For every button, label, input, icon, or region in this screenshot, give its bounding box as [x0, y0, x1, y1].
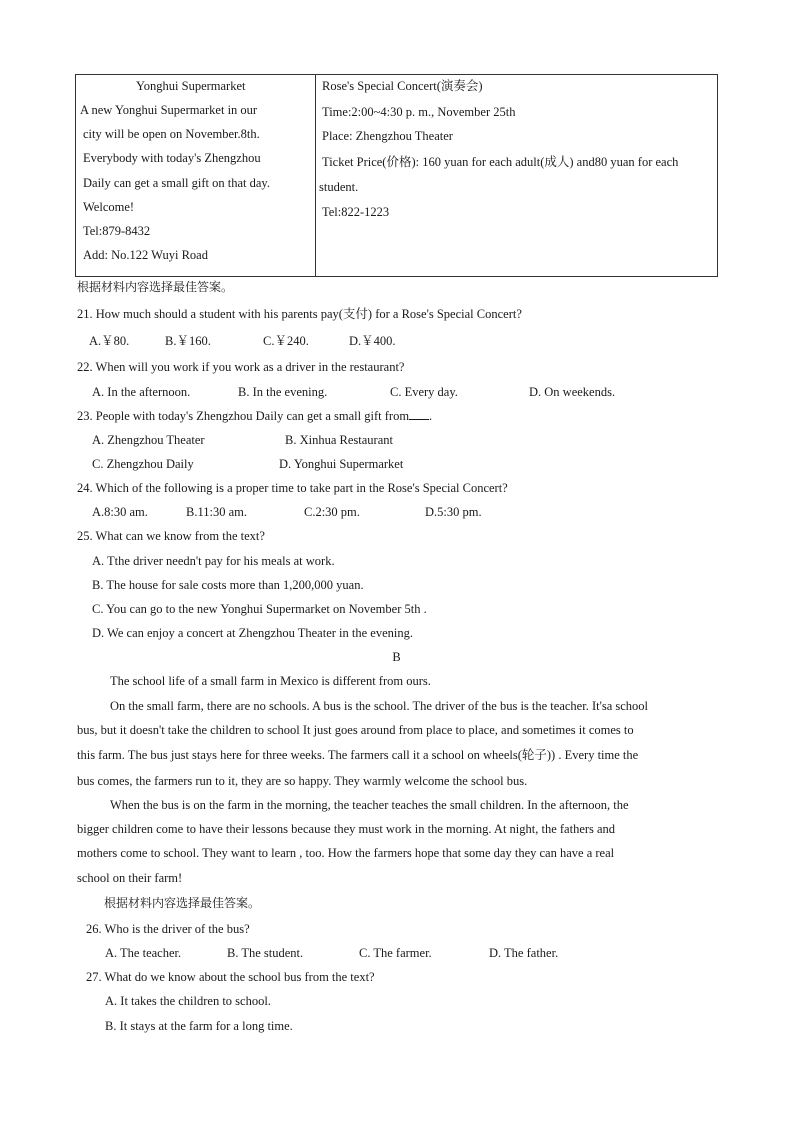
q26-option-a: A. The teacher.: [105, 946, 182, 960]
concert-ad-time: Time:2:00~4:30 p. m., November 25th: [322, 105, 516, 119]
yonghui-ad-tel: Tel:879-8432: [83, 224, 151, 238]
yonghui-ad-line: Welcome!: [83, 200, 135, 214]
q25-option-a: A. Tthe driver needn't pay for his meals at work.: [92, 554, 335, 568]
concert-ad-price-cont: student.: [319, 180, 359, 194]
yonghui-ad-line: Daily can get a small gift on that day.: [83, 176, 270, 190]
q25-option-b: B. The house for sale costs more than 1,200,000 yuan.: [92, 578, 364, 592]
q26-option-d: D. The father.: [489, 946, 559, 960]
question-23: [77, 408, 432, 424]
q23-option-a: A. Zhengzhou Theater: [92, 433, 205, 447]
passage-line: bigger children come to have their lessons because they must work in the morning. At night, the fathers and: [77, 822, 616, 836]
answer-blank: [409, 408, 429, 420]
question-23-text: 23. People with today's Zhengzhou Daily can get a small gift from: [77, 409, 410, 423]
concert-ad-price: Ticket Price(价格): 160 yuan for each adult(成人) and80 yuan for each: [322, 155, 679, 169]
section-a-instruction: 根据材料内容选择最佳答案。: [77, 280, 234, 294]
q24-option-d: D.5:30 pm.: [425, 505, 482, 519]
q25-option-c: C. You can go to the new Yonghui Supermarket on November 5th .: [92, 602, 427, 616]
q23-option-c: C. Zhengzhou Daily: [92, 457, 194, 471]
passage-line: The school life of a small farm in Mexico is different from ours.: [110, 674, 431, 688]
passage-line: When the bus is on the farm in the morning, the teacher teaches the small children. In the afternoon, the: [110, 798, 629, 812]
q21-option-c: C.￥240.: [263, 334, 309, 348]
q26-option-b: B. The student.: [227, 946, 304, 960]
question-26: 26. Who is the driver of the bus?: [86, 922, 250, 936]
q27-option-a: A. It takes the children to school.: [105, 994, 271, 1008]
concert-ad-place: Place: Zhengzhou Theater: [322, 129, 453, 143]
q23-option-d: D. Yonghui Supermarket: [279, 457, 404, 471]
question-21: 21. How much should a student with his parents pay(支付) for a Rose's Special Concert?: [77, 307, 522, 321]
question-23-end: .: [429, 409, 433, 423]
concert-ad-tel: Tel:822-1223: [322, 205, 390, 219]
yonghui-ad-line: city will be open on November.8th.: [83, 127, 260, 141]
concert-ad-title: Rose's Special Concert(演奏会): [322, 79, 483, 93]
question-24: 24. Which of the following is a proper time to take part in the Rose's Special Concert?: [77, 481, 508, 495]
yonghui-ad-line: A new Yonghui Supermarket in our: [80, 103, 258, 117]
question-27: 27. What do we know about the school bus from the text?: [86, 970, 375, 984]
q24-option-c: C.2:30 pm.: [304, 505, 360, 519]
q26-option-c: C. The farmer.: [359, 946, 432, 960]
q25-option-d: D. We can enjoy a concert at Zhengzhou Theater in the evening.: [92, 626, 413, 640]
q24-option-a: A.8:30 am.: [92, 505, 148, 519]
passage-line: mothers come to school. They want to learn , too. How the farmers hope that some day they can have a real: [77, 846, 615, 860]
passage-line: bus, but it doesn't take the children to school It just goes around from place to place, and sometimes it comes to: [77, 723, 634, 737]
q24-option-b: B.11:30 am.: [186, 505, 247, 519]
ads-table: [75, 74, 718, 277]
q27-option-b: B. It stays at the farm for a long time.: [105, 1019, 293, 1033]
q22-option-d: D. On weekends.: [529, 385, 616, 399]
section-b-label: B: [392, 650, 401, 664]
q22-option-b: B. In the evening.: [238, 385, 328, 399]
question-22: 22. When will you work if you work as a driver in the restaurant?: [77, 360, 405, 374]
q22-option-a: A. In the afternoon.: [92, 385, 191, 399]
passage-line: On the small farm, there are no schools. A bus is the school. The driver of the bus is the teacher. It'sa school: [110, 699, 649, 713]
yonghui-ad-address: Add: No.122 Wuyi Road: [83, 248, 208, 262]
table-divider: [315, 75, 316, 276]
passage-line: school on their farm!: [77, 871, 183, 885]
q21-option-d: D.￥400.: [349, 334, 396, 348]
yonghui-ad-line: Everybody with today's Zhengzhou: [83, 151, 261, 165]
passage-line: this farm. The bus just stays here for three weeks. The farmers call it a school on wheels(轮子)) . Every time the: [77, 748, 639, 762]
section-b-instruction: 根据材料内容选择最佳答案。: [104, 896, 261, 910]
passage-line: bus comes, the farmers run to it, they are so happy. They warmly welcome the school bus.: [77, 774, 528, 788]
question-25: 25. What can we know from the text?: [77, 529, 265, 543]
q21-option-a: A.￥80.: [89, 334, 130, 348]
q22-option-c: C. Every day.: [390, 385, 458, 399]
q21-option-b: B.￥160.: [165, 334, 211, 348]
yonghui-ad-title: Yonghui Supermarket: [136, 79, 246, 93]
q23-option-b: B. Xinhua Restaurant: [285, 433, 393, 447]
